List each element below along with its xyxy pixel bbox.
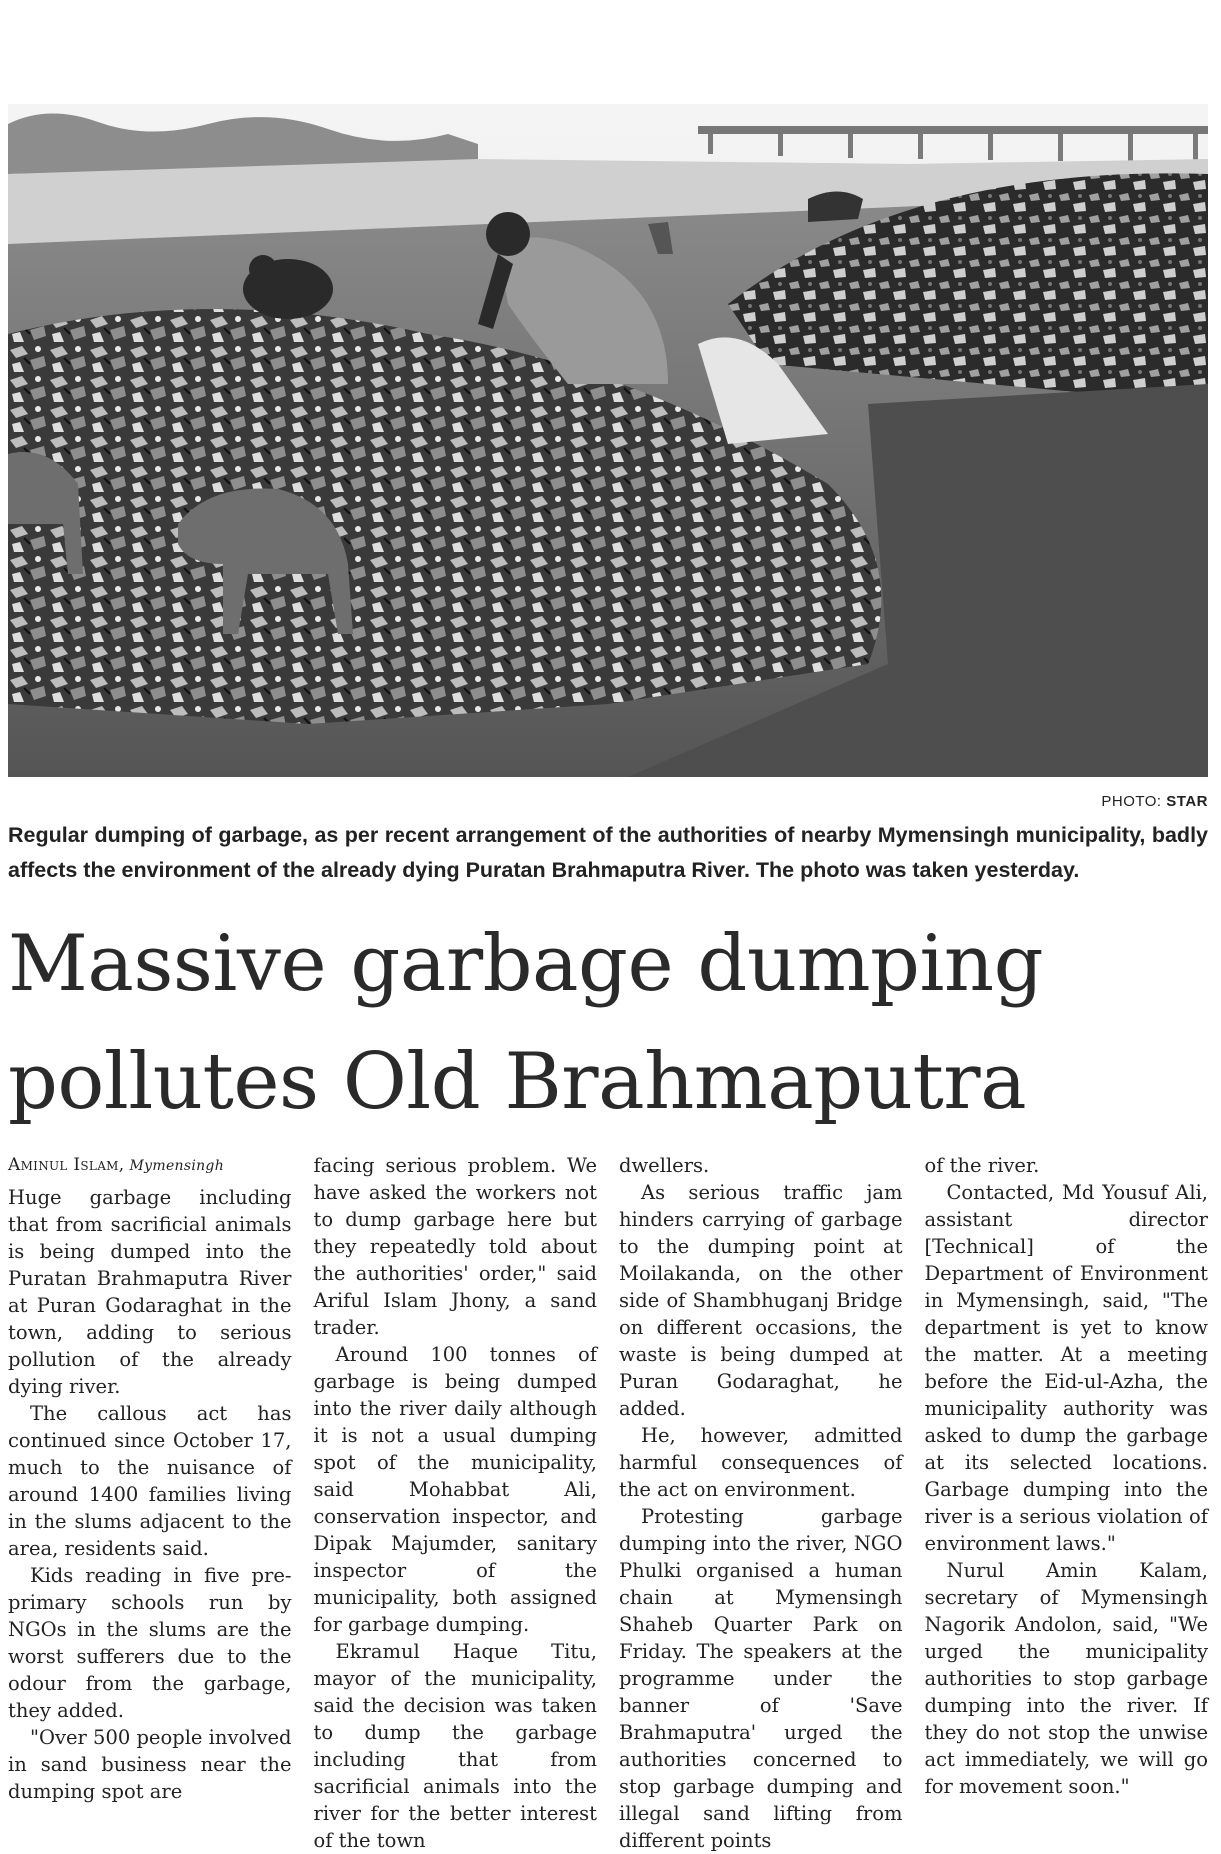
photo-credit-source: STAR <box>1166 793 1208 810</box>
article-column-4 <box>925 1152 1209 1832</box>
paragraph: Contacted, Md Yousuf Ali, assistant director [Technical] of the Department of Environment in Mymensingh, said, "The department is yet to know the matter. At a meeting before the Eid-ul-Azha, the municipality authority was asked to dump the garbage at its selected locations. Garbage dumping into the river is a serious violation of environment laws." <box>924 1181 1208 1555</box>
headline <box>8 905 1218 1141</box>
paragraph: Ekramul Haque Titu, mayor of the municipality, said the decision was taken to dump the garbage including that from sacrificial animals into the river for the better interest of the town <box>313 1640 597 1852</box>
paragraph: Kids reading in five pre-primary schools run by NGOs in the slums are the worst sufferers due to the odour from the garbage, they added. <box>8 1564 292 1722</box>
paragraph: Huge garbage including that from sacrificial animals is being dumped into the Puratan Brahmaputra River at Puran Godaraghat in the town, adding to serious pollution of the already dying river. <box>8 1186 292 1398</box>
news-photo <box>8 104 1208 777</box>
paragraph: Around 100 tonnes of garbage is being dumped into the river daily although it is not a usual dumping spot of the municipality, said Mohabbat Ali, conservation inspector, and Dipak Majumder, sanitary inspector of the municipality, both assigned for garbage dumping. <box>313 1343 597 1636</box>
paragraph: Protesting garbage dumping into the river, NGO Phulki organised a human chain at Mymensingh Shaheb Quarter Park on Friday. The speakers at the programme under the banner of 'Save Brahmaputra' urged the authorities concerned to stop garbage dumping and illegal sand lifting from different points <box>619 1505 903 1852</box>
paragraph: dwellers. <box>619 1154 710 1177</box>
paragraph: He, however, admitted harmful consequences of the act on environment. <box>619 1424 903 1501</box>
article-column-2 <box>313 1152 598 1852</box>
photo-credit-label: PHOTO: <box>1101 793 1162 810</box>
byline <box>8 1152 292 1180</box>
paragraph: facing serious problem. We have asked the workers not to dump garbage here but they repeatedly told about the authorities' order," said Ariful Islam Jhony, a sand trader. <box>313 1154 597 1339</box>
byline-place: Mymensingh <box>129 1158 225 1174</box>
photo-caption: Regular dumping of garbage, as per recent arrangement of the authorities of nearby Mymensingh municipality, badly affects the environment of the already dying Puratan Brahmaputra River. The photo was taken yesterday. <box>8 823 1208 882</box>
photo-credit <box>1101 793 1208 810</box>
photo-graphic <box>8 104 1208 777</box>
headline-line-2: pollutes Old Brahmaputra <box>8 1037 1027 1127</box>
paragraph: "Over 500 people involved in sand business near the dumping spot are <box>8 1726 292 1803</box>
byline-author: Aminul Islam, <box>8 1155 125 1175</box>
paragraph: of the river. <box>924 1154 1040 1177</box>
paragraph: As serious traffic jam hinders carrying of garbage to the dumping point at Moilakanda, on the other side of Shambhuganj Bridge on different occasions, the waste is being dumped at Puran Godaraghat, he added. <box>619 1181 903 1420</box>
article-column-3 <box>619 1152 903 1852</box>
paragraph: The callous act has continued since October 17, much to the nuisance of around 1400 families living in the slums adjacent to the area, residents said. <box>8 1402 292 1560</box>
article-body <box>8 1152 1208 1852</box>
headline-line-1: Massive garbage dumping <box>8 919 1044 1009</box>
paragraph: Nurul Amin Kalam, secretary of Mymensingh Nagorik Andolon, said, "We urged the municipality authorities to stop garbage dumping into the river. If they do not stop the unwise act immediately, we will go for movement soon." <box>924 1559 1208 1798</box>
article-column-1 <box>8 1152 292 1832</box>
